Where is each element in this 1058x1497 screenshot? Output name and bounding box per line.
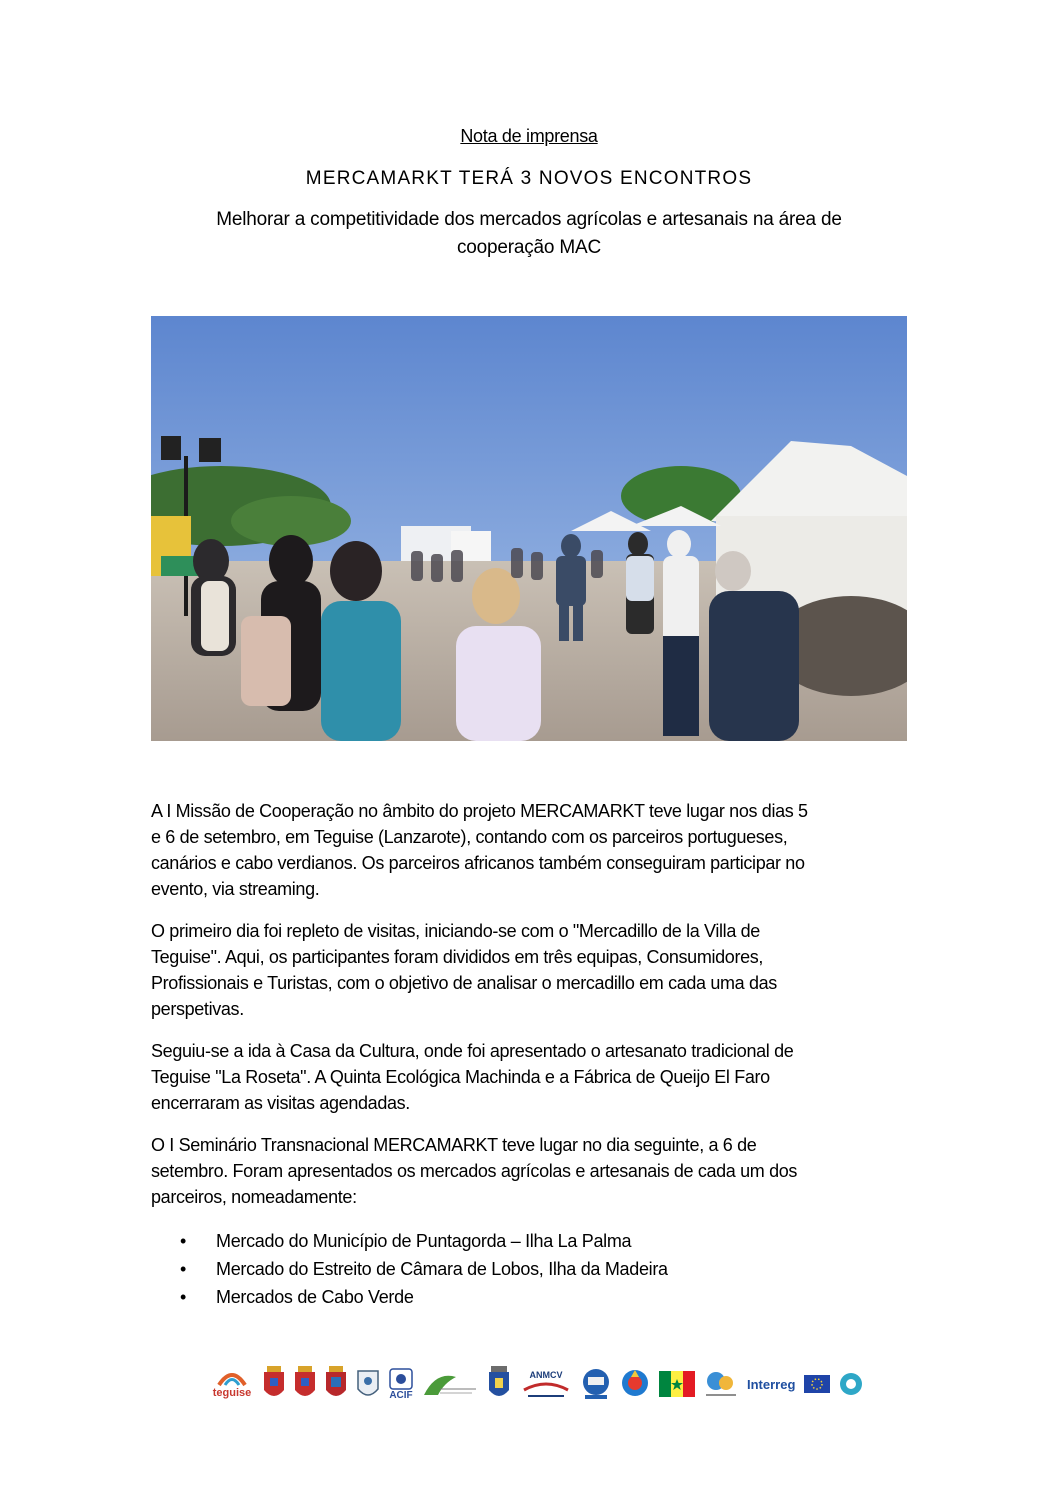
subheadline-line: cooperação MAC: [457, 237, 601, 258]
list-item: [180, 1255, 668, 1283]
paragraph-line: Profissionais e Turistas, com o objetivo de analisar o mercadillo em cada uma das: [151, 973, 777, 993]
acif-logo: [389, 1368, 413, 1401]
list-item-text: Mercado do Município de Puntagorda – Ilha La Palma: [216, 1231, 632, 1251]
paragraph-line: e 6 de setembro, em Teguise (Lanzarote), contando com os parceiros portugueses,: [151, 827, 788, 847]
paragraph-line: setembro. Foram apresentados os mercados agrícolas e artesanais de cada um dos: [151, 1161, 798, 1181]
headline: MERCAMARKT TERÁ 3 NOVOS ENCONTROS: [305, 168, 753, 189]
list-item: [180, 1283, 668, 1311]
anmcv-logo: [520, 1370, 572, 1398]
senegal-flag-icon: [659, 1371, 695, 1397]
market-crowd-photo: [151, 316, 907, 741]
paragraph-line: Seguiu-se a ida à Casa da Cultura, onde foi apresentado o artesanato tradicional de: [151, 1041, 794, 1061]
municipal-crest-icon: [487, 1366, 511, 1402]
paragraph: [151, 918, 911, 1022]
bullet-marker: •: [180, 1231, 187, 1251]
subheadline: [0, 206, 1058, 262]
paragraph-line: Teguise "La Roseta". A Quinta Ecológica Machinda e a Fábrica de Queijo El Faro: [151, 1067, 770, 1087]
municipal-crest-icon: [294, 1366, 316, 1402]
agricultural-association-logo: [422, 1369, 478, 1399]
municipal-crest-icon: [263, 1366, 285, 1402]
paragraph-line: O I Seminário Transnacional MERCAMARKT teve lugar no dia seguinte, a 6 de: [151, 1135, 757, 1155]
paragraph-line: perspetivas.: [151, 999, 244, 1019]
interreg-logo-text: Interreg: [747, 1376, 796, 1392]
interreg-logo: [747, 1377, 795, 1392]
teguise-logo: [210, 1364, 254, 1404]
paragraph-line: evento, via streaming.: [151, 879, 320, 899]
eu-flag-icon: [804, 1375, 830, 1393]
paragraph-line: A I Missão de Cooperação no âmbito do projeto MERCAMARKT teve lugar nos dias 5: [151, 801, 808, 821]
markets-list: [180, 1227, 668, 1311]
subheadline-line: Melhorar a competitividade dos mercados agrícolas e artesanais na área de: [216, 209, 842, 230]
regional-partner-logo: [704, 1369, 738, 1399]
programme-circle-logo: [839, 1372, 863, 1396]
paragraph-line: O primeiro dia foi repleto de visitas, iniciando-se com o "Mercadillo de la Villa de: [151, 921, 760, 941]
paragraph-line: Teguise". Aqui, os participantes foram divididos em três equipas, Consumidores,: [151, 947, 764, 967]
press-release-label: Nota de imprensa: [460, 126, 598, 146]
paragraph-line: encerraram as visitas agendadas.: [151, 1093, 410, 1113]
teguise-logo-text: teguise: [212, 1387, 252, 1399]
paragraph-line: canários e cabo verdianos. Os parceiros africanos também conseguiram participar no: [151, 853, 805, 873]
paragraph: [151, 1132, 911, 1210]
list-item: [180, 1227, 668, 1255]
paragraph: [151, 798, 911, 902]
list-item-text: Mercados de Cabo Verde: [216, 1287, 414, 1307]
municipal-crest-icon: [325, 1366, 347, 1402]
paragraph: [151, 1038, 911, 1116]
municipal-crest-icon: [581, 1367, 611, 1401]
acif-logo-text: ACIF: [389, 1389, 413, 1401]
bullet-marker: •: [180, 1287, 187, 1307]
paragraph-line: parceiros, nomeadamente:: [151, 1187, 357, 1207]
municipal-crest-icon: [356, 1367, 380, 1401]
anmcv-logo-text: ANMCV: [529, 1370, 563, 1380]
municipal-crest-icon: [620, 1367, 650, 1401]
bullet-marker: •: [180, 1259, 187, 1279]
partner-logos-strip: [210, 1360, 860, 1408]
list-item-text: Mercado do Estreito de Câmara de Lobos, Ilha da Madeira: [216, 1259, 668, 1279]
